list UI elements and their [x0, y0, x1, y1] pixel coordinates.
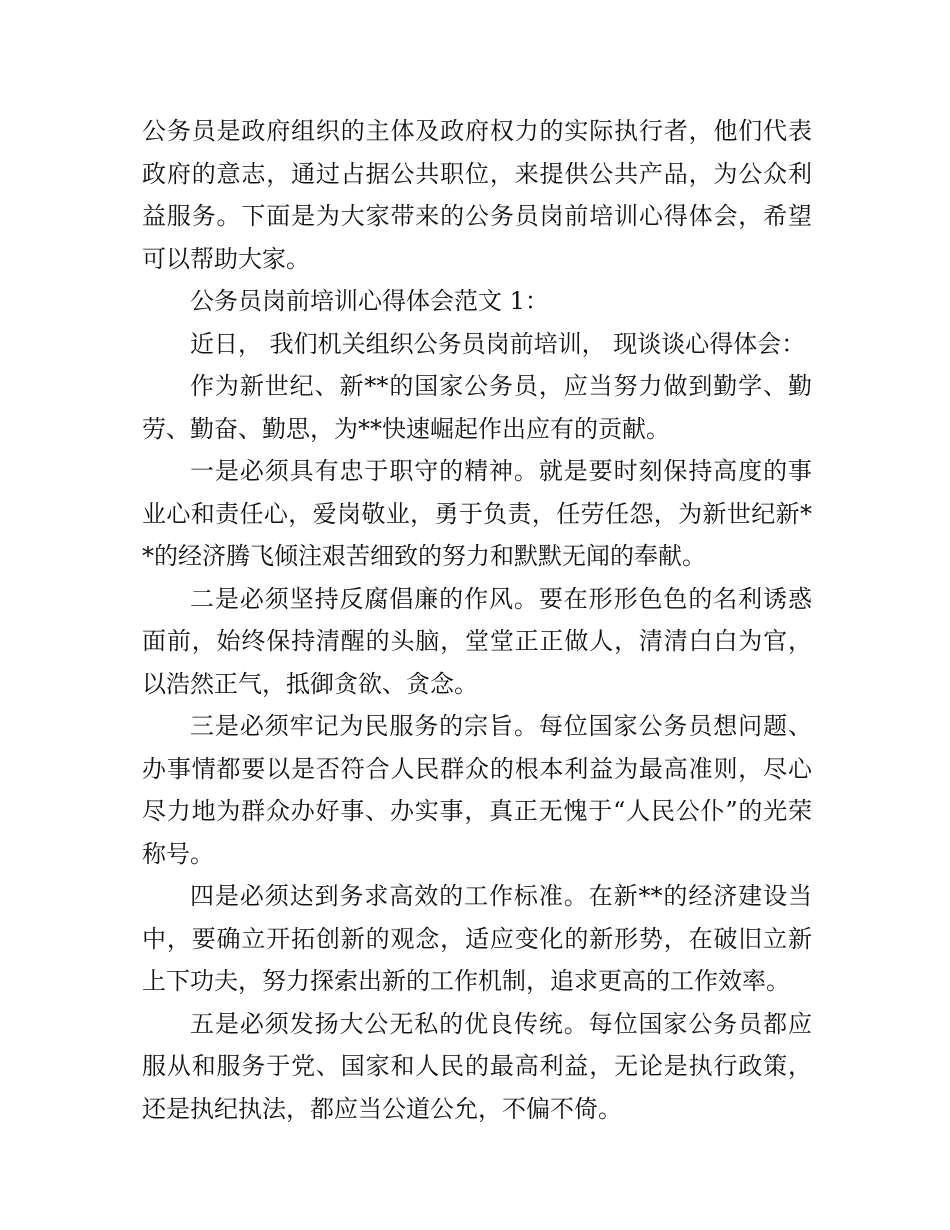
body-paragraph: 三是必须牢记为民服务的宗旨。每位国家公务员想问题、办事情都要以是否符合人民群众的根本利益为最高准则，尽心尽力地为群众办好事、办实事，真正无愧于“人民公仆”的光荣称号。	[142, 712, 812, 868]
intro-paragraph: 公务员是政府组织的主体及政府权力的实际执行者，他们代表政府的意志，通过占据公共职位，来提供公共产品，为公众利益服务。下面是为大家带来的公务员岗前培训心得体会，希望可以帮助大家。	[142, 117, 812, 273]
body-paragraph: 四是必须达到务求高效的工作标准。在新**的经济建设当中，要确立开拓创新的观念，适应变化的新形势，在破旧立新上下功夫，努力探索出新的工作机制，追求更高的工作效率。	[142, 882, 812, 995]
body-paragraph: 作为新世纪、新**的国家公务员，应当努力做到勤学、勤劳、勤奋、勤思，为**快速崛起作出应有的贡献。	[142, 372, 812, 443]
body-paragraph: 一是必须具有忠于职守的精神。就是要时刻保持高度的事业心和责任心，爱岗敬业，勇于负责，任劳任怨，为新世纪新**的经济腾飞倾注艰苦细致的努力和默默无闻的奉献。	[142, 457, 812, 570]
body-paragraph: 近日， 我们机关组织公务员岗前培训， 现谈谈心得体会：	[190, 329, 806, 358]
section-heading: 公务员岗前培训心得体会范文 1：	[190, 287, 549, 315]
document-body	[142, 110, 812, 1130]
body-paragraph: 二是必须坚持反腐倡廉的作风。要在形形色色的名利诱惑面前，始终保持清醒的头脑，堂堂正正做人，清清白白为官，以浩然正气，抵御贪欲、贪念。	[142, 584, 812, 698]
body-paragraph: 五是必须发扬大公无私的优良传统。每位国家公务员都应服从和服务于党、国家和人民的最高利益，无论是执行政策，还是执纪执法，都应当公道公允，不偏不倚。	[142, 1009, 812, 1123]
